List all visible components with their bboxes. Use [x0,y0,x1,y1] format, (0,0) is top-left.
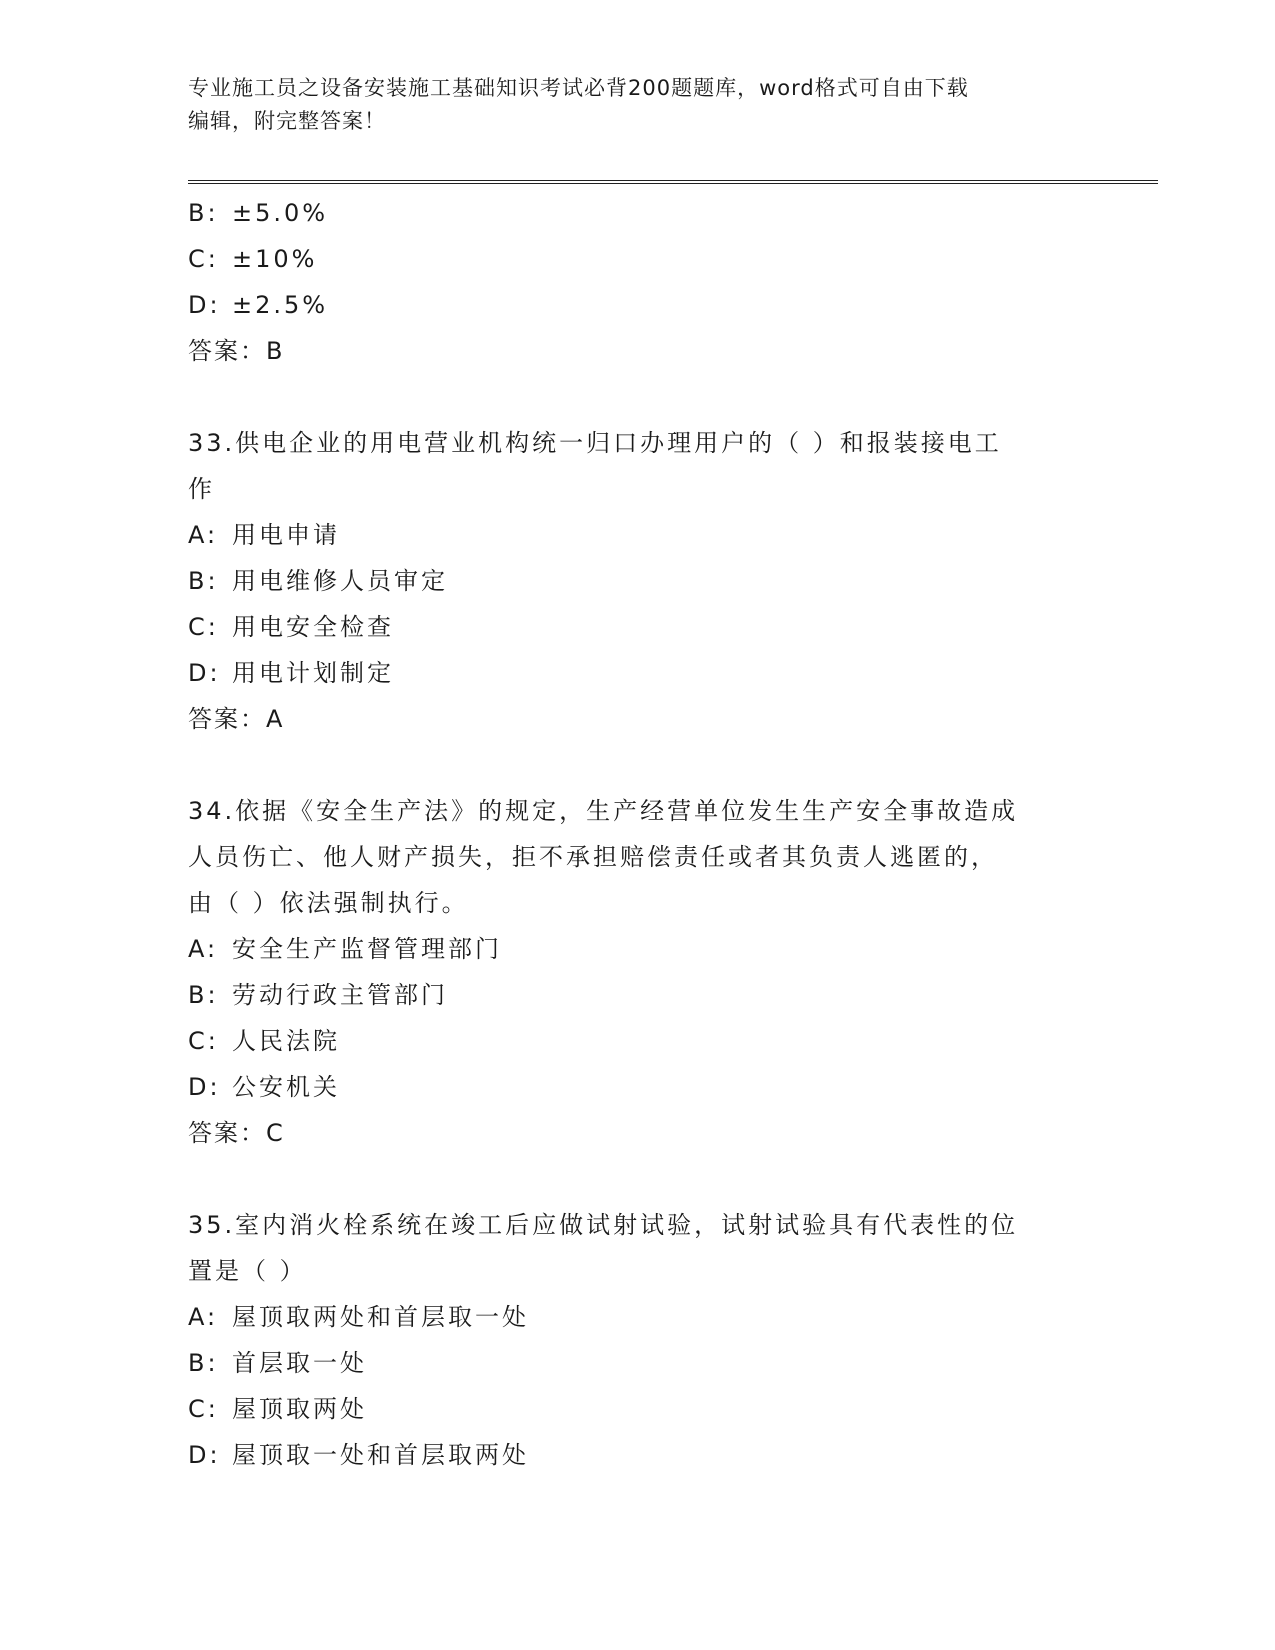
question-stem-line: 35.室内消火栓系统在竣工后应做试射试验，试射试验具有代表性的位 [188,1211,1019,1239]
partial-question [188,190,1088,374]
option-label: D: [188,291,221,319]
option-a [188,512,1088,558]
option-c [188,1386,1088,1432]
question-stem-line: 人员伤亡、他人财产损失，拒不承担赔偿责任或者其负责人逃匿的， [188,843,998,871]
option-label: B: [188,1349,219,1377]
option-c [188,1018,1088,1064]
option-text: 屋顶取两处和首层取一处 [232,1303,529,1331]
option-text: 用电安全检查 [232,613,394,641]
question-stem-line: 置是（ ） [188,1257,307,1285]
option-label: A: [188,521,219,549]
option-d [188,1064,1088,1110]
option-text: 首层取一处 [232,1349,367,1377]
option-label: B: [188,199,219,227]
question-stem-line: 由（ ）依法强制执行。 [188,889,469,917]
option-b [188,1340,1088,1386]
option-label: D: [188,659,221,687]
question-stem-line: 作 [188,475,215,503]
option-label: C: [188,1027,219,1055]
option-text: 人民法院 [232,1027,340,1055]
option-a [188,926,1088,972]
header-title-line-2: 编辑，附完整答案！ [188,109,386,133]
option-text: ±10% [232,245,318,273]
question-34 [188,788,1088,1156]
option-b [188,190,1088,236]
option-label: C: [188,245,219,273]
option-d [188,282,1088,328]
option-label: C: [188,1395,219,1423]
option-text: ±5.0% [232,199,329,227]
option-text: 用电申请 [232,521,340,549]
option-b [188,558,1088,604]
option-text: 屋顶取一处和首层取两处 [232,1441,529,1469]
question-stem-line: 34.依据《安全生产法》的规定，生产经营单位发生生产安全事故造成 [188,797,1019,825]
option-text: 公安机关 [232,1073,340,1101]
header-divider [188,180,1158,184]
option-b [188,972,1088,1018]
header-title-line-1: 专业施工员之设备安装施工基础知识考试必背200题题库，word格式可自由下载 [188,76,969,100]
question-33 [188,420,1088,742]
answer-line: 答案：C [188,1119,285,1147]
option-text: 用电维修人员审定 [232,567,448,595]
option-c [188,604,1088,650]
option-text: 屋顶取两处 [232,1395,367,1423]
question-35 [188,1202,1088,1478]
document-header [188,72,1088,138]
option-text: 安全生产监督管理部门 [232,935,502,963]
question-stem-line: 33.供电企业的用电营业机构统一归口办理用户的（ ）和报装接电工 [188,429,1002,457]
option-label: B: [188,981,219,1009]
option-label: B: [188,567,219,595]
option-text: 用电计划制定 [232,659,394,687]
answer-line: 答案：A [188,705,285,733]
question-content [188,190,1088,1478]
option-d [188,1432,1088,1478]
option-text: ±2.5% [232,291,329,319]
option-label: D: [188,1073,221,1101]
answer-line: 答案：B [188,337,285,365]
option-label: A: [188,935,219,963]
option-text: 劳动行政主管部门 [232,981,448,1009]
option-c [188,236,1088,282]
option-a [188,1294,1088,1340]
option-label: C: [188,613,219,641]
option-d [188,650,1088,696]
option-label: D: [188,1441,221,1469]
option-label: A: [188,1303,219,1331]
